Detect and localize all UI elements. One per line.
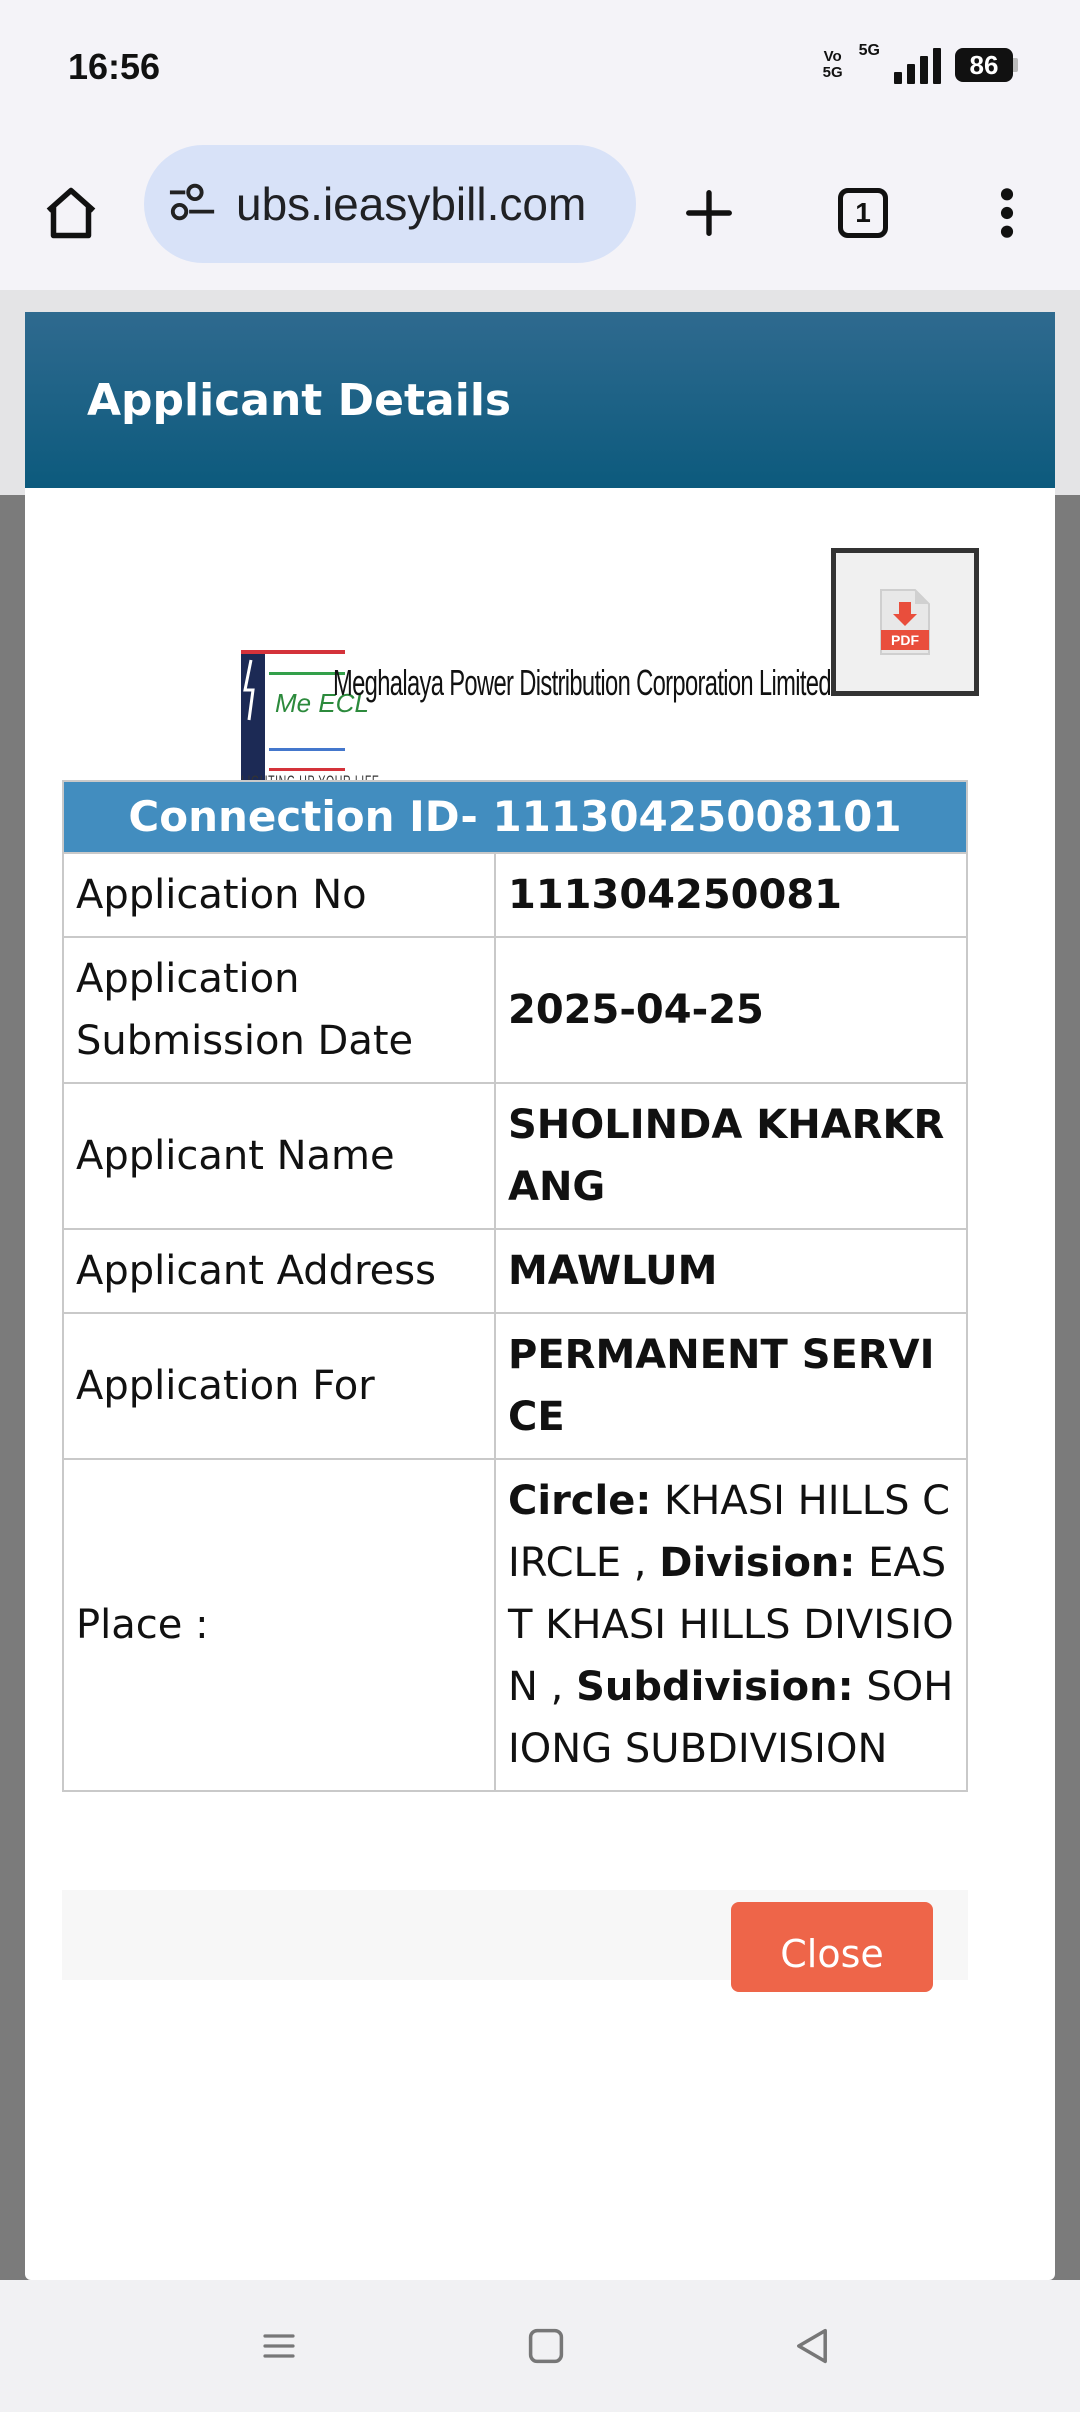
circle-label: Circle:	[508, 1478, 652, 1524]
network-type: 5G	[858, 42, 880, 59]
company-name: Meghalaya Power Distribution Corporation Limited	[333, 662, 831, 703]
tab-count: 1	[838, 188, 888, 238]
submission-date-value: 2025-04-25	[495, 937, 967, 1083]
division-value: EAST KHASI HILLS DIVISION ,	[508, 1540, 954, 1710]
status-bar	[0, 0, 1080, 136]
applicant-name-value: SHOLINDA KHARKRANG	[495, 1083, 967, 1229]
more-options-icon[interactable]	[970, 176, 1044, 250]
modal-title: Applicant Details	[87, 374, 512, 426]
status-time: 16:56	[68, 46, 161, 87]
submission-date-label: Application Submission Date	[63, 937, 495, 1083]
tab-switcher-icon[interactable]	[826, 176, 900, 250]
home-nav-icon[interactable]	[516, 2316, 576, 2376]
applicant-address-label: Applicant Address	[63, 1229, 495, 1313]
modal-header	[25, 312, 1055, 488]
battery-level: 86	[955, 48, 1013, 82]
applicant-details-table	[62, 780, 968, 1792]
application-no-label: Application No	[63, 853, 495, 937]
subdivision-label: Subdivision:	[576, 1664, 854, 1710]
url-text: ubs.ieasybill.com	[236, 178, 587, 230]
table-row	[63, 853, 967, 937]
table-row	[63, 1229, 967, 1313]
application-no-value: 111304250081	[495, 853, 967, 937]
svg-text:Me ECL: Me ECL	[275, 688, 369, 718]
table-row	[63, 937, 967, 1083]
volte-indicator: Vo 5G	[822, 48, 843, 81]
status-icons	[821, 42, 1018, 84]
subdivision-value: SOHIONG SUBDIVISION	[508, 1664, 954, 1772]
site-settings-icon[interactable]	[168, 182, 218, 226]
division-label: Division:	[659, 1540, 856, 1586]
applicant-address-value: MAWLUM	[495, 1229, 967, 1313]
close-button[interactable]: Close	[731, 1902, 933, 1992]
battery-icon	[955, 48, 1018, 82]
application-for-value: PERMANENT SERVICE	[495, 1313, 967, 1459]
home-icon[interactable]	[34, 176, 108, 250]
table-row	[63, 1313, 967, 1459]
company-logo	[215, 594, 831, 794]
new-tab-icon[interactable]	[672, 176, 746, 250]
applicant-name-label: Applicant Name	[63, 1083, 495, 1229]
svg-text:PDF: PDF	[891, 632, 919, 648]
system-navigation-bar	[0, 2280, 1080, 2412]
pdf-file-icon	[877, 588, 933, 656]
signal-strength-icon	[894, 46, 941, 84]
address-bar[interactable]	[144, 145, 636, 263]
application-for-label: Application For	[63, 1313, 495, 1459]
download-pdf-button[interactable]	[831, 548, 979, 696]
place-label: Place :	[63, 1459, 495, 1791]
table-row	[63, 1459, 967, 1791]
connection-id-header: Connection ID- 11130425008101	[63, 781, 967, 853]
recent-apps-icon[interactable]	[249, 2316, 309, 2376]
place-value	[495, 1459, 967, 1791]
back-icon[interactable]	[782, 2316, 842, 2376]
circle-value: KHASI HILLS CIRCLE ,	[508, 1478, 951, 1586]
table-row	[63, 1083, 967, 1229]
